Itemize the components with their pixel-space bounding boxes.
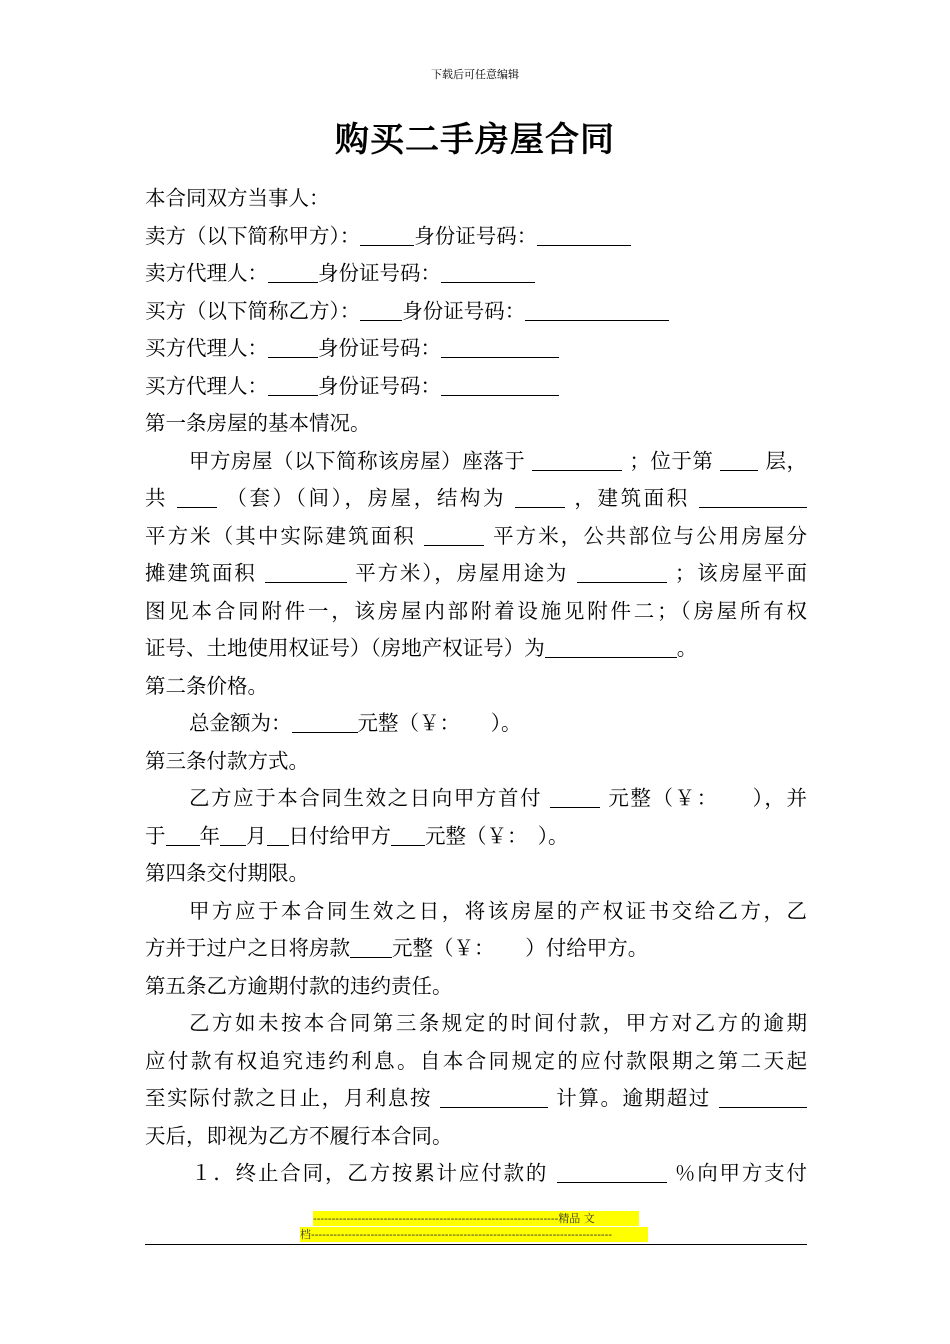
footer-divider [145,1244,807,1245]
article-1-line-3: 平方米（其中实际建筑面积 平方米，公共部位与公用房屋分 [145,518,807,556]
article-5-heading: 第五条乙方逾期付款的违约责任。 [145,973,453,998]
article-4-line-2: 方并于过户之日将房款 元整（￥： ）付给甲方。 [145,930,807,968]
article-5-item-1: １．终止合同，乙方按累计应付款的 ％向甲方支付 [145,1155,807,1193]
penalty-percent-blank [557,1158,667,1183]
location-blank [532,446,622,471]
article-3-heading: 第三条付款方式。 [145,748,309,773]
buyer-agent2-id-blank [441,371,559,396]
buyer-agent-line-2: 买方代理人： 身份证号码： [145,368,807,406]
building-area-blank [699,483,807,508]
article-3-line-1: 乙方应于本合同生效之日向甲方首付 元整（￥： ），并 [145,780,807,818]
total-amount-blank [292,708,358,733]
buyer-name-blank [360,296,402,321]
buyer-id-blank [525,296,669,321]
header-note: 下载后可任意编辑 [431,68,519,81]
house-payment-blank [350,933,392,958]
article-5-line-2: 应付款有权追究违约利息。自本合同规定的应付款限期之第二天起 [145,1048,807,1073]
seller-line: 卖方（以下简称甲方）： 身份证号码： [145,218,807,256]
year-blank [166,821,200,846]
article-1-line-1: 甲方房屋（以下简称该房屋）座落于 ；位于第 层， [145,443,807,481]
month-blank [220,821,246,846]
units-blank [177,483,217,508]
seller-agent-id-blank [441,258,535,283]
seller-name-blank [360,221,414,246]
article-4-heading: 第四条交付期限。 [145,861,309,885]
article-1-heading: 第一条房屋的基本情况。 [145,411,371,435]
page-title: 购买二手房屋合同 [335,120,615,160]
article-4-line-1: 甲方应于本合同生效之日，将该房屋的产权证书交给乙方，乙 [189,898,807,923]
article-5-line-4: 天后，即视为乙方不履行本合同。 [145,1123,453,1148]
footer-watermark-line-2: 档--------------------------------------------------------------------------------- [300,1227,648,1242]
article-2-heading: 第二条价格。 [145,673,268,698]
structure-blank [515,483,565,508]
buyer-agent1-id-blank [441,333,559,358]
article-1-line-5: 图见本合同附件一，该房屋内部附着设施见附件二；（房屋所有权 [145,598,807,623]
footer-watermark-line-1: ------------------------------------------------------------------精品 文 [313,1211,639,1226]
seller-id-blank [537,221,631,246]
buyer-line: 买方（以下简称乙方）： 身份证号码： [145,293,807,331]
article-1-line-6: 证号、土地使用权证号）（房地产权证号）为 。 [145,630,807,668]
article-1-line-2: 共 （套）（间），房屋，结构为 ，建筑面积 [145,480,807,518]
monthly-interest-blank [440,1083,548,1108]
day-blank [267,821,289,846]
floor-blank [720,446,758,471]
house-use-blank [577,558,667,583]
contract-body [145,180,807,1193]
article-3-line-2: 于 年 月 日付给甲方 元整（￥： ）。 [145,818,807,856]
overdue-days-blank [719,1083,807,1108]
certificate-number-blank [545,633,677,658]
article-5-line-3: 至实际付款之日止，月利息按 计算。逾期超过 [145,1080,807,1118]
balance-amount-blank [391,821,425,846]
down-payment-blank [550,783,600,808]
seller-agent-line: 卖方代理人： 身份证号码： [145,255,807,293]
article-5-line-1: 乙方如未按本合同第三条规定的时间付款，甲方对乙方的逾期 [189,1011,807,1035]
buyer-agent2-name-blank [268,371,318,396]
buyer-agent1-name-blank [268,333,318,358]
actual-area-blank [424,521,484,546]
parties-intro: 本合同双方当事人： [145,186,330,210]
shared-area-blank [265,558,347,583]
article-1-line-4: 摊建筑面积 平方米），房屋用途为 ；该房屋平面 [145,555,807,593]
seller-agent-name-blank [268,258,318,283]
article-2-line-1: 总金额为： 元整（￥： ）。 [145,705,807,743]
buyer-agent-line-1: 买方代理人： 身份证号码： [145,330,807,368]
